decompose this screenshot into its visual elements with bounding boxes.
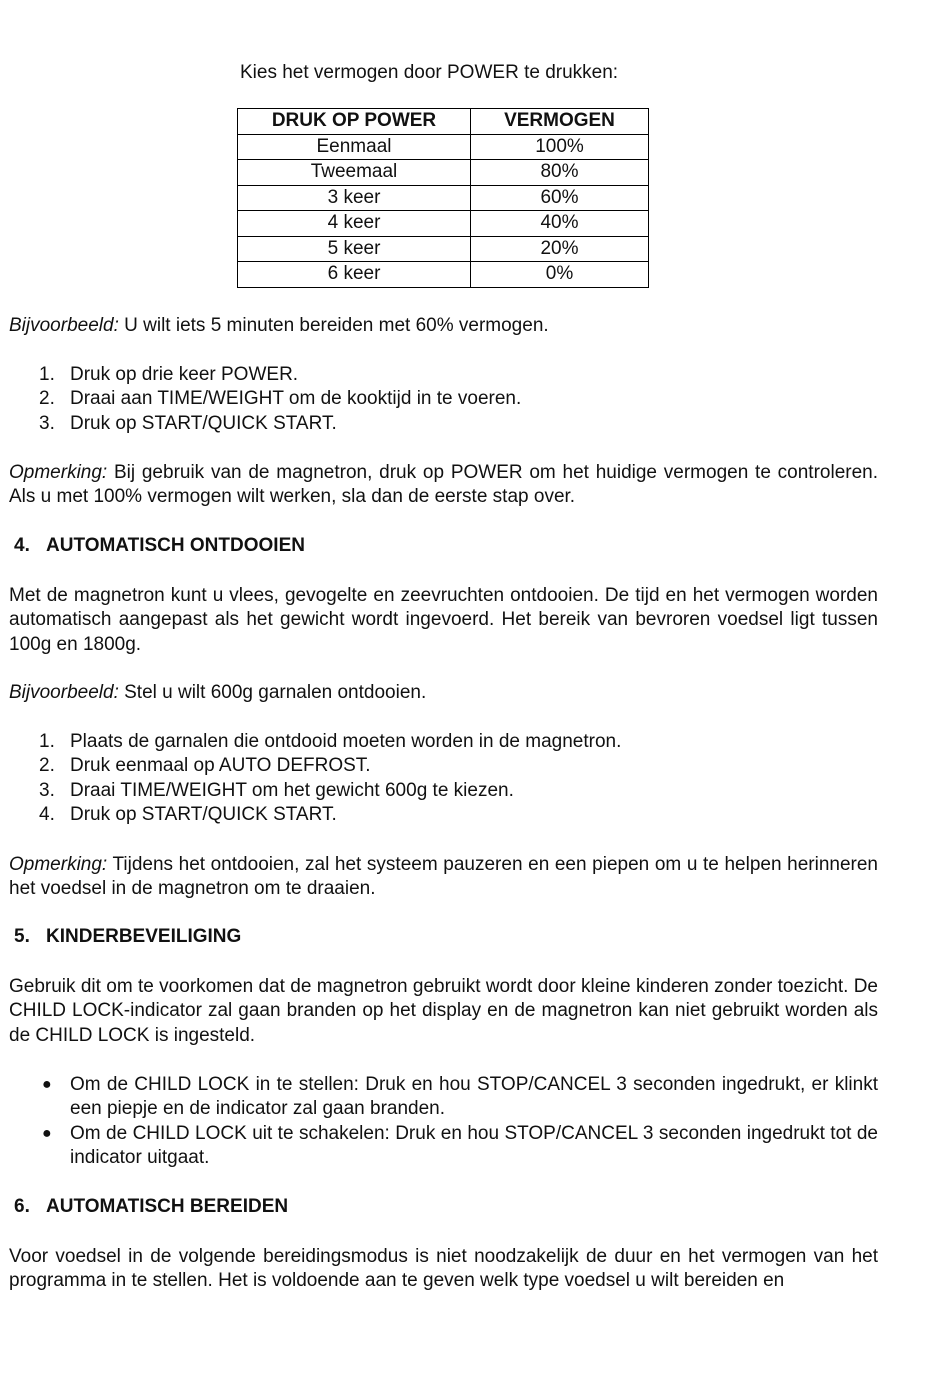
table-cell: 100% <box>471 134 649 160</box>
list-number: 1. <box>39 364 55 385</box>
note-label: Opmerking: <box>9 854 108 875</box>
table-cell: Eenmaal <box>238 134 471 160</box>
list-text: Druk op START/QUICK START. <box>70 803 337 825</box>
table-cell: 6 keer <box>238 262 471 288</box>
table-cell: 4 keer <box>238 211 471 237</box>
table-cell: 20% <box>471 236 649 262</box>
body-paragraph: Gebruik dit om te voorkomen dat de magnetron gebruikt wordt door kleine kinderen zonder toezicht. De CHILD LOCK-indicator zal gaan branden op het display en de magnetron kan niet gebruikt worden als de CHILD LOCK is ingesteld. <box>9 976 878 1046</box>
section-number: 5. <box>14 926 30 947</box>
column-header: VERMOGEN <box>471 109 649 135</box>
list-item <box>9 1073 878 1122</box>
example-text: U wilt iets 5 minuten bereiden met 60% vermogen. <box>118 315 549 336</box>
list-item <box>9 730 878 754</box>
list-text: Om de CHILD LOCK uit te schakelen: Druk en hou STOP/CANCEL 3 seconden ingedrukt tot de indicator uitgaat. <box>70 1122 878 1168</box>
steps-list <box>9 730 878 827</box>
bullet-icon: ● <box>42 1124 52 1142</box>
note-paragraph <box>9 853 878 902</box>
table-row <box>238 236 649 262</box>
list-item <box>9 363 878 387</box>
list-item <box>9 387 878 411</box>
table-row <box>238 134 649 160</box>
table-row <box>238 211 649 237</box>
table-header-row <box>238 109 649 135</box>
example-text: Stel u wilt 600g garnalen ontdooien. <box>118 682 427 703</box>
example-label: Bijvoorbeeld: <box>9 682 119 703</box>
table-cell: 5 keer <box>238 236 471 262</box>
note-text: Tijdens het ontdooien, zal het systeem pauzeren en een piepen om u te helpen herinneren het voedsel in de magnetron om te draaien. <box>9 854 878 900</box>
table-cell: 3 keer <box>238 185 471 211</box>
list-number: 1. <box>39 731 55 752</box>
list-item <box>9 754 878 778</box>
list-item <box>9 1122 878 1171</box>
bullet-icon: ● <box>42 1076 52 1093</box>
note-text: Bij gebruik van de magnetron, druk op POWER om het huidige vermogen te controleren. Als u met 100% vermogen wilt werken, sla dan de eerste stap over. <box>9 462 878 508</box>
section-number: 6. <box>14 1196 30 1217</box>
list-item <box>9 779 878 803</box>
table-row <box>238 262 649 288</box>
list-text: Druk op drie keer POWER. <box>70 364 299 385</box>
list-number: 2. <box>39 755 55 777</box>
section-heading <box>14 1196 288 1218</box>
list-text: Plaats de garnalen die ontdooid moeten worden in de magnetron. <box>70 731 622 752</box>
table-row <box>238 185 649 211</box>
table-cell: 80% <box>471 160 649 186</box>
list-item <box>9 412 878 436</box>
list-number: 2. <box>39 388 55 410</box>
list-number: 3. <box>39 412 55 434</box>
power-table <box>237 108 649 288</box>
example-paragraph <box>9 681 878 705</box>
list-number: 4. <box>39 803 55 825</box>
bullet-list <box>9 1073 878 1170</box>
list-text: Druk op START/QUICK START. <box>70 412 337 434</box>
section-heading <box>14 926 241 948</box>
list-item <box>9 803 878 827</box>
example-paragraph <box>9 314 878 338</box>
steps-list <box>9 363 878 436</box>
section-heading <box>14 535 305 557</box>
list-number: 3. <box>39 779 55 801</box>
column-header: DRUK OP POWER <box>238 109 471 135</box>
example-label: Bijvoorbeeld: <box>9 315 119 336</box>
list-text: Om de CHILD LOCK in te stellen: Druk en hou STOP/CANCEL 3 seconden ingedrukt, er klinkt een piepje en de indicator zal gaan branden. <box>70 1074 878 1120</box>
note-label: Opmerking: <box>9 462 108 483</box>
note-paragraph <box>9 461 878 510</box>
section-number: 4. <box>14 535 30 556</box>
intro-text: Kies het vermogen door POWER te drukken: <box>240 62 619 83</box>
section-title: AUTOMATISCH BEREIDEN <box>46 1196 289 1217</box>
table-cell: Tweemaal <box>238 160 471 186</box>
list-text: Draai aan TIME/WEIGHT om de kooktijd in te voeren. <box>70 388 522 410</box>
list-text: Draai TIME/WEIGHT om het gewicht 600g te kiezen. <box>70 779 514 801</box>
table-cell: 40% <box>471 211 649 237</box>
section-title: KINDERBEVEILIGING <box>46 926 242 947</box>
body-paragraph: Met de magnetron kunt u vlees, gevogelte en zeevruchten ontdooien. De tijd en het vermogen worden automatisch aangepast als het gewicht wordt ingevoerd. Het bereik van bevroren voedsel ligt tussen 100g en 1800g. <box>9 585 878 655</box>
table-cell: 60% <box>471 185 649 211</box>
list-text: Druk eenmaal op AUTO DEFROST. <box>70 755 371 777</box>
table-row <box>238 160 649 186</box>
body-paragraph: Voor voedsel in de volgende bereidingsmodus is niet noodzakelijk de duur en het vermogen van het programma in te stellen. Het is voldoende aan te geven welk type voedsel u wilt bereiden en <box>9 1246 878 1292</box>
table-cell: 0% <box>471 262 649 288</box>
section-title: AUTOMATISCH ONTDOOIEN <box>46 535 305 556</box>
